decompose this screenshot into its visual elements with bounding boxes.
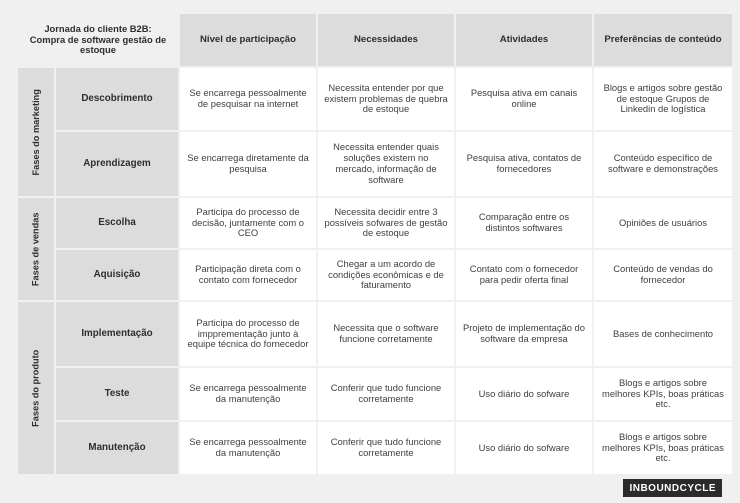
table-cell: Uso diário do sofware (456, 368, 592, 420)
phase-product (18, 302, 54, 474)
table-cell: Uso diário do sofware (456, 422, 592, 474)
column-header-participation: Nível de participação (180, 14, 316, 66)
table-cell: Se encarrega diretamente da pesquisa (180, 132, 316, 196)
column-header-content-preferences: Preferências de conteúdo (594, 14, 732, 66)
phase-label: Fases do marketing (30, 88, 41, 176)
table-cell: Se encarrega pessoalmente da manutenção (180, 422, 316, 474)
table-cell: Se encarrega pessoalmente de pesquisar na internet (180, 68, 316, 130)
row-header-descobrimento: Descobrimento (56, 68, 178, 130)
row-header-implementacao: Implementação (56, 302, 178, 366)
table-cell: Blogs e artigos sobre gestão de estoque Grupos de Linkedin de logística (594, 68, 732, 130)
table-cell: Necessita entender quais soluções existem no mercado, informação de software (318, 132, 454, 196)
table-cell: Necessita entender por que existem problemas de quebra de estoque (318, 68, 454, 130)
table-cell: Participação direta com o contato com fornecedor (180, 250, 316, 300)
inboundcycle-logo (623, 479, 722, 497)
row-header-manutencao: Manutenção (56, 422, 178, 474)
phase-label: Fases do produto (30, 349, 41, 427)
table-cell: Contato com o fornecedor para pedir oferta final (456, 250, 592, 300)
table-cell: Comparação entre os distintos softwares (456, 198, 592, 248)
table-cell: Conferir que tudo funcione corretamente (318, 422, 454, 474)
table-cell: Pesquisa ativa em canais online (456, 68, 592, 130)
table-cell: Participa do processo de decisão, juntamente com o CEO (180, 198, 316, 248)
phase-label: Fases de vendas (30, 212, 41, 286)
table-cell: Blogs e artigos sobre melhores KPIs, boas práticas etc. (594, 368, 732, 420)
column-header-activities: Atividades (456, 14, 592, 66)
phase-sales (18, 198, 54, 300)
table-cell: Projeto de implementação do software da empresa (456, 302, 592, 366)
table-cell: Conferir que tudo funcione corretamente (318, 368, 454, 420)
customer-journey-table (18, 14, 724, 464)
table-cell: Chegar a um acordo de condições econômicas e de faturamento (318, 250, 454, 300)
row-header-escolha: Escolha (56, 198, 178, 248)
row-header-teste: Teste (56, 368, 178, 420)
table-cell: Blogs e artigos sobre melhores KPIs, boas práticas etc. (594, 422, 732, 474)
table-cell: Conteúdo de vendas do fornecedor (594, 250, 732, 300)
column-header-needs: Necessidades (318, 14, 454, 66)
row-header-aquisicao: Aquisição (56, 250, 178, 300)
table-cell: Pesquisa ativa, contatos de fornecedores (456, 132, 592, 196)
table-cell: Conteúdo específico de software e demonstrações (594, 132, 732, 196)
row-header-aprendizagem: Aprendizagem (56, 132, 178, 196)
table-title: Jornada do cliente B2B: Compra de software gestão de estoque (18, 14, 178, 66)
table-cell: Bases de conhecimento (594, 302, 732, 366)
table-cell: Opiniões de usuários (594, 198, 732, 248)
phase-marketing (18, 68, 54, 196)
table-cell: Necessita que o software funcione corretamente (318, 302, 454, 366)
logo-text: INBOUNDCYCLE (629, 482, 716, 494)
table-cell: Se encarrega pessoalmente da manutenção (180, 368, 316, 420)
table-cell: Necessita decidir entre 3 possíveis sofwares de gestão de estoque (318, 198, 454, 248)
table-cell: Participa do processo de impprementação junto à equipe técnica do fornecedor (180, 302, 316, 366)
